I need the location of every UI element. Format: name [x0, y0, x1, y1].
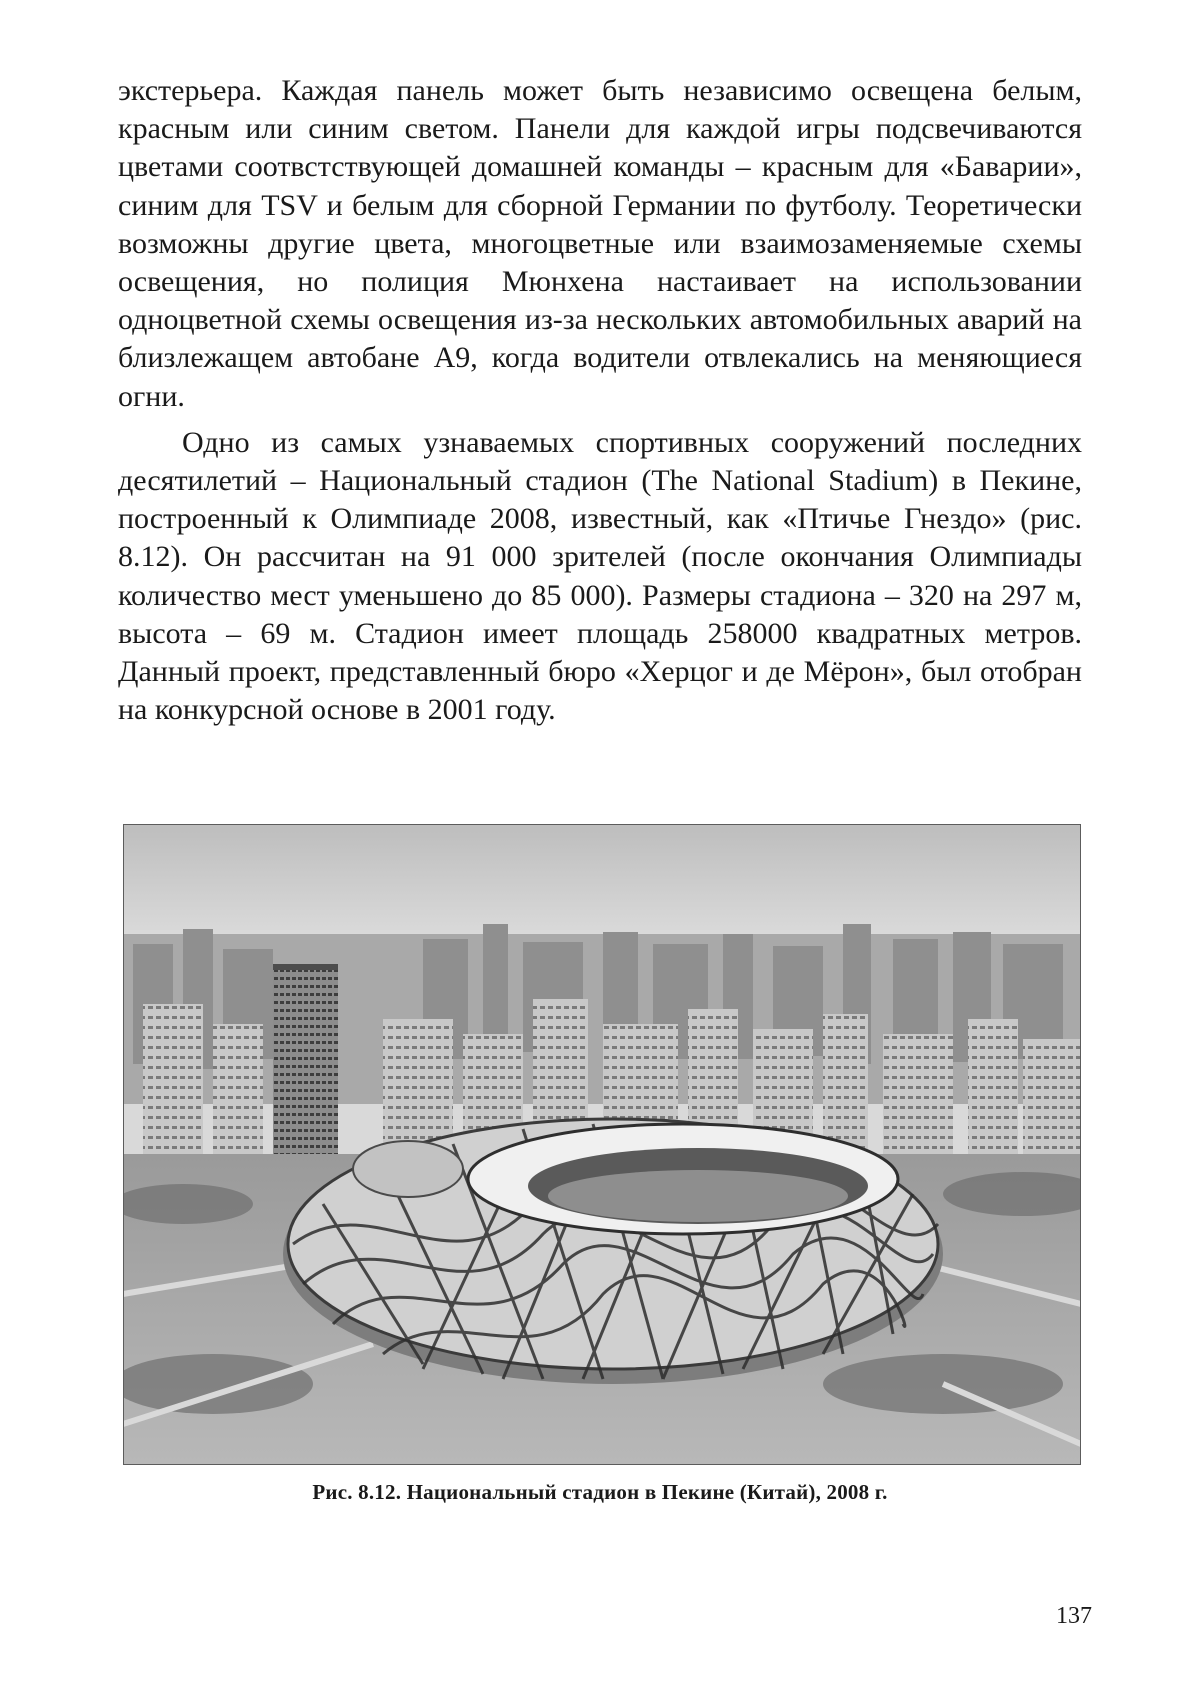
stadium-photo — [123, 824, 1081, 1465]
page-number: 137 — [1056, 1603, 1092, 1629]
paragraph-2: Одно из самых узнаваемых спортивных сооружений последних десятилетий – Национальный стадион (The National Stadium) в Пекине, построенный к Олимпиаде 2008, известный, как «Птичье Гнездо» (рис. 8.12). Он рассчитан на 91 000 зрителей (после окончания Олимпиады количество мест уменьшено до 85 000). Размеры стадиона – 320 на 297 м, высота – 69 м. Стадион имеет площадь 258000 квадратных метров. Данный проект, представленный бюро «Херцог и де Мёрон», был отобран на конкурсной основе в 2001 году. — [118, 425, 1082, 727]
body-text — [118, 72, 1082, 729]
figure-caption: Рис. 8.12. Национальный стадион в Пекине (Китай), 2008 г. — [312, 1480, 888, 1504]
paragraph-1: экстерьера. Каждая панель может быть независимо освещена белым, красным или синим светом. Панели для каждой игры подсвечиваются цветами соотвстствующей домашней команды – красным для «Баварии», синим для TSV и белым для сборной Германии по футболу. Теоретически возможны другие цвета, многоцветные или взаимозаменяемые схемы освещения, но полиция Мюнхена настаивает на использовании одноцветной схемы освещения из-за нескольких автомобильных аварий на близлежащем автобане А9, когда водители отвлекались на меняющиеся огни. — [118, 74, 1082, 413]
